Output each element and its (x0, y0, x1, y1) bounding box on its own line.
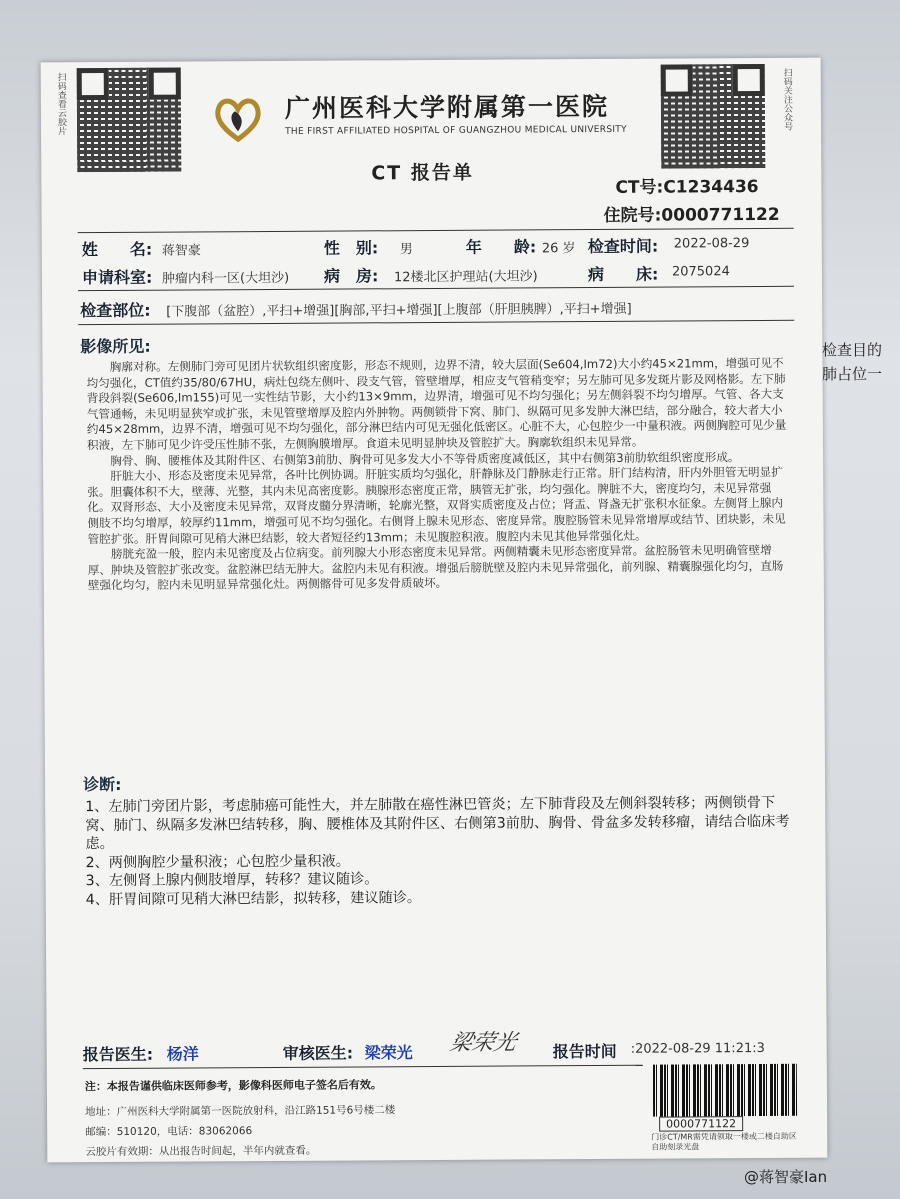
qr-code-icon (77, 68, 182, 173)
name-label: 姓 名: (81, 239, 153, 260)
exam-part-label: 检查部位: (80, 300, 151, 321)
report-doctor: 杨洋 (166, 1044, 199, 1064)
findings-paragraph: 肝脏大小、形态及密度未见异常，各叶比例协调。肝脏实质均匀强化，肝静脉及门静脉走行正常。肝门结构清，肝内外胆管无明显扩张。胆囊体积不大，壁薄、光整，其内未见高密度影。胰腺形态密度正常，胰管无扩张，均匀强化。脾脏不大，密度均匀，未见异常强化。双肾形态、大小及密度未见异常，双肾皮髓分界清晰，轮廓光整，双肾实质密度及占位；肾盂、肾盏无扩张积水征象。左侧肾上腺内侧肢不均匀增厚，较厚约11mm，增强可见不均匀强化。右侧肾上腺未见形态、密度异常。腹腔肠管未见异常增厚或结节、团块影，未见管腔扩张。肝胃间隙可见稍大淋巴结影，较大者短径约13mm；未见腹腔积液。腹腔内未见其他异常强化灶。 (87, 465, 786, 546)
film-validity: 云胶片有效期：从出报告时间起，半年内就查看。 (85, 1144, 317, 1159)
ct-number: CT号:C1234436 (615, 177, 759, 198)
dept-label: 申请科室: (81, 267, 153, 288)
hospital-name-english: THE FIRST AFFILIATED HOSPITAL OF GUANGZHOU MEDICAL UNIVERSITY (285, 124, 627, 137)
barcode-number: 0000771122 (659, 1116, 743, 1132)
report-doctor-label: 报告医生: (82, 1044, 154, 1065)
postcode-phone: 邮编：510120，电话：83062066 (85, 1125, 253, 1139)
bed-label: 病 床: (587, 264, 659, 285)
review-doctor: 梁荣光 (364, 1043, 413, 1063)
qr-caption: 扫码查看云胶片 (55, 72, 67, 136)
ward-label: 病 房: (323, 266, 379, 286)
patient-sex: 男 (399, 242, 413, 258)
side-text-line: 检查目的 (822, 341, 883, 359)
divider (78, 286, 794, 291)
diagnosis-item: 4、肝胃间隙可见稍大淋巴结影，拟转移，建议随诊。 (85, 890, 422, 909)
barcode-icon (653, 1064, 797, 1117)
qr-code-icon (661, 64, 766, 169)
findings-paragraph: 胸骨、胸、腰椎体及其附件区、右侧第3前肋、胸骨可见多发大小不等骨质密度减低区，其中右侧第3前肋软组织密度形成。 (110, 449, 740, 468)
divider (78, 228, 794, 233)
sex-label: 性 别: (323, 238, 379, 258)
diagnosis-item: 1、左肺门旁团片影，考虑肺癌可能性大，并左肺散在癌性淋巴管炎；左下肺背段及左侧斜裂转移；两侧锁骨下窝、肺门、纵隔多发淋巴结转移，胸、腰椎体及其附件区、右侧第3前肋、胸骨、骨盆多发转移瘤，请结合临床考虑。 (85, 794, 790, 853)
review-doctor-label: 审核医生: (282, 1043, 354, 1063)
exam-part: [下腹部（盆腔）,平扫+增强][胸部,平扫+增强][上腹部（肝胆胰脾）,平扫+增强] (166, 301, 632, 320)
patient-age: 26 岁 (541, 241, 576, 257)
findings-paragraph: 膀胱充盈一般，腔内未见密度及占位病变。前列腺大小形态密度未见异常。两侧精囊未见形态密度异常。盆腔肠管未见明确管壁增厚、肿块及管腔扩张改变。盆腔淋巴结无肿大。盆腔内未见有积液。增强后膀胱壁及腔内未见异常强化，前列腺、精囊腺强化均匀，直肠壁强化均匀，腔内未见明显异常强化灶。两侧髂骨可见多发骨质破坏。 (87, 543, 784, 593)
findings-paragraph: 胸廓对称。左侧肺门旁可见团片状软组织密度影，形态不规则，边界不清，较大层面(Se604,Im72)大小约45×21mm，增强可见不均匀强化，CT值约35/80/67HU，病灶包绕左侧叶、段支气管，管壁增厚，相应支气管稍变窄；另左肺可见多发斑片影及网格影。左下肺背段斜裂(Se606,Im155)可见一实性结节影，大小约13×9mm，边界清，增强可见不均匀强化；另左侧斜裂不均匀增厚。气管、各大支气管通畅，未见明显狭窄或扩张，未见管壁增厚及腔内外肿物。两侧锁骨下窝、肺门、纵隔可见多发肿大淋巴结，部分融合，较大者大小约45×28mm，边界不清，增强可见不均匀强化，部分淋巴结内可见无强化低密区。心脏不大，心包腔少一中量积液。两侧胸腔可见少量积液，左下肺可见少许受压性肺不张，左侧胸膜增厚。食道未见明显肿块及管腔扩大。胸廓软组织未见异常。 (86, 355, 787, 453)
diagnosis-item: 2、两侧胸腔少量积液；心包腔少量积液。 (85, 853, 350, 871)
exam-time: 2022-08-29 (673, 236, 750, 252)
inpatient-number: 住院号:0000771122 (603, 204, 780, 226)
weibo-watermark: @蒋智豪Ian (744, 1168, 828, 1186)
ct-report-sheet (41, 58, 828, 1163)
side-window-text (822, 338, 882, 386)
diagnosis-list (85, 794, 796, 910)
patient-name: 蒋智豪 (161, 243, 201, 259)
findings-heading: 影像所见: (80, 336, 151, 357)
handwritten-signature-icon: 梁荣光 (447, 1030, 520, 1056)
bed-number: 2075024 (671, 264, 730, 280)
dept: 肿瘤内科一区(大坦沙) (161, 270, 290, 287)
report-title: CT 报告单 (371, 161, 474, 185)
hospital-logo-icon (211, 95, 265, 143)
age-label: 年 龄: (465, 237, 537, 257)
divider (78, 320, 794, 325)
hospital-name: 广州医科大学附属第一医院 (284, 91, 610, 123)
side-text-line: 肺占位一 (822, 365, 883, 383)
barcode-note: 门诊CT/MR需凭请领取一楼或二楼自助区自助刻录光盘 (651, 1131, 797, 1152)
findings-text (86, 356, 787, 594)
address: 地址：广州医科大学附属第一医院放射科，沿江路151号6号楼二楼 (85, 1104, 396, 1119)
diagnosis-heading: 诊断: (83, 774, 122, 795)
disclaimer-note: 注：本报告谨供临床医师参考，影像科医师电子签名后有效。 (84, 1078, 382, 1094)
qr-caption: 扫码关注公众号 (781, 67, 793, 131)
ward: 12楼北区护理站(大坦沙) (393, 269, 538, 286)
report-time: :2022-08-29 11:21:3 (630, 1040, 765, 1057)
signature-row (83, 1034, 803, 1068)
report-time-label: 报告时间 (552, 1041, 617, 1062)
exam-time-label: 检查时间: (587, 236, 659, 257)
diagnosis-item: 3、左侧肾上腺内侧肢增厚，转移？建议随诊。 (85, 871, 379, 890)
